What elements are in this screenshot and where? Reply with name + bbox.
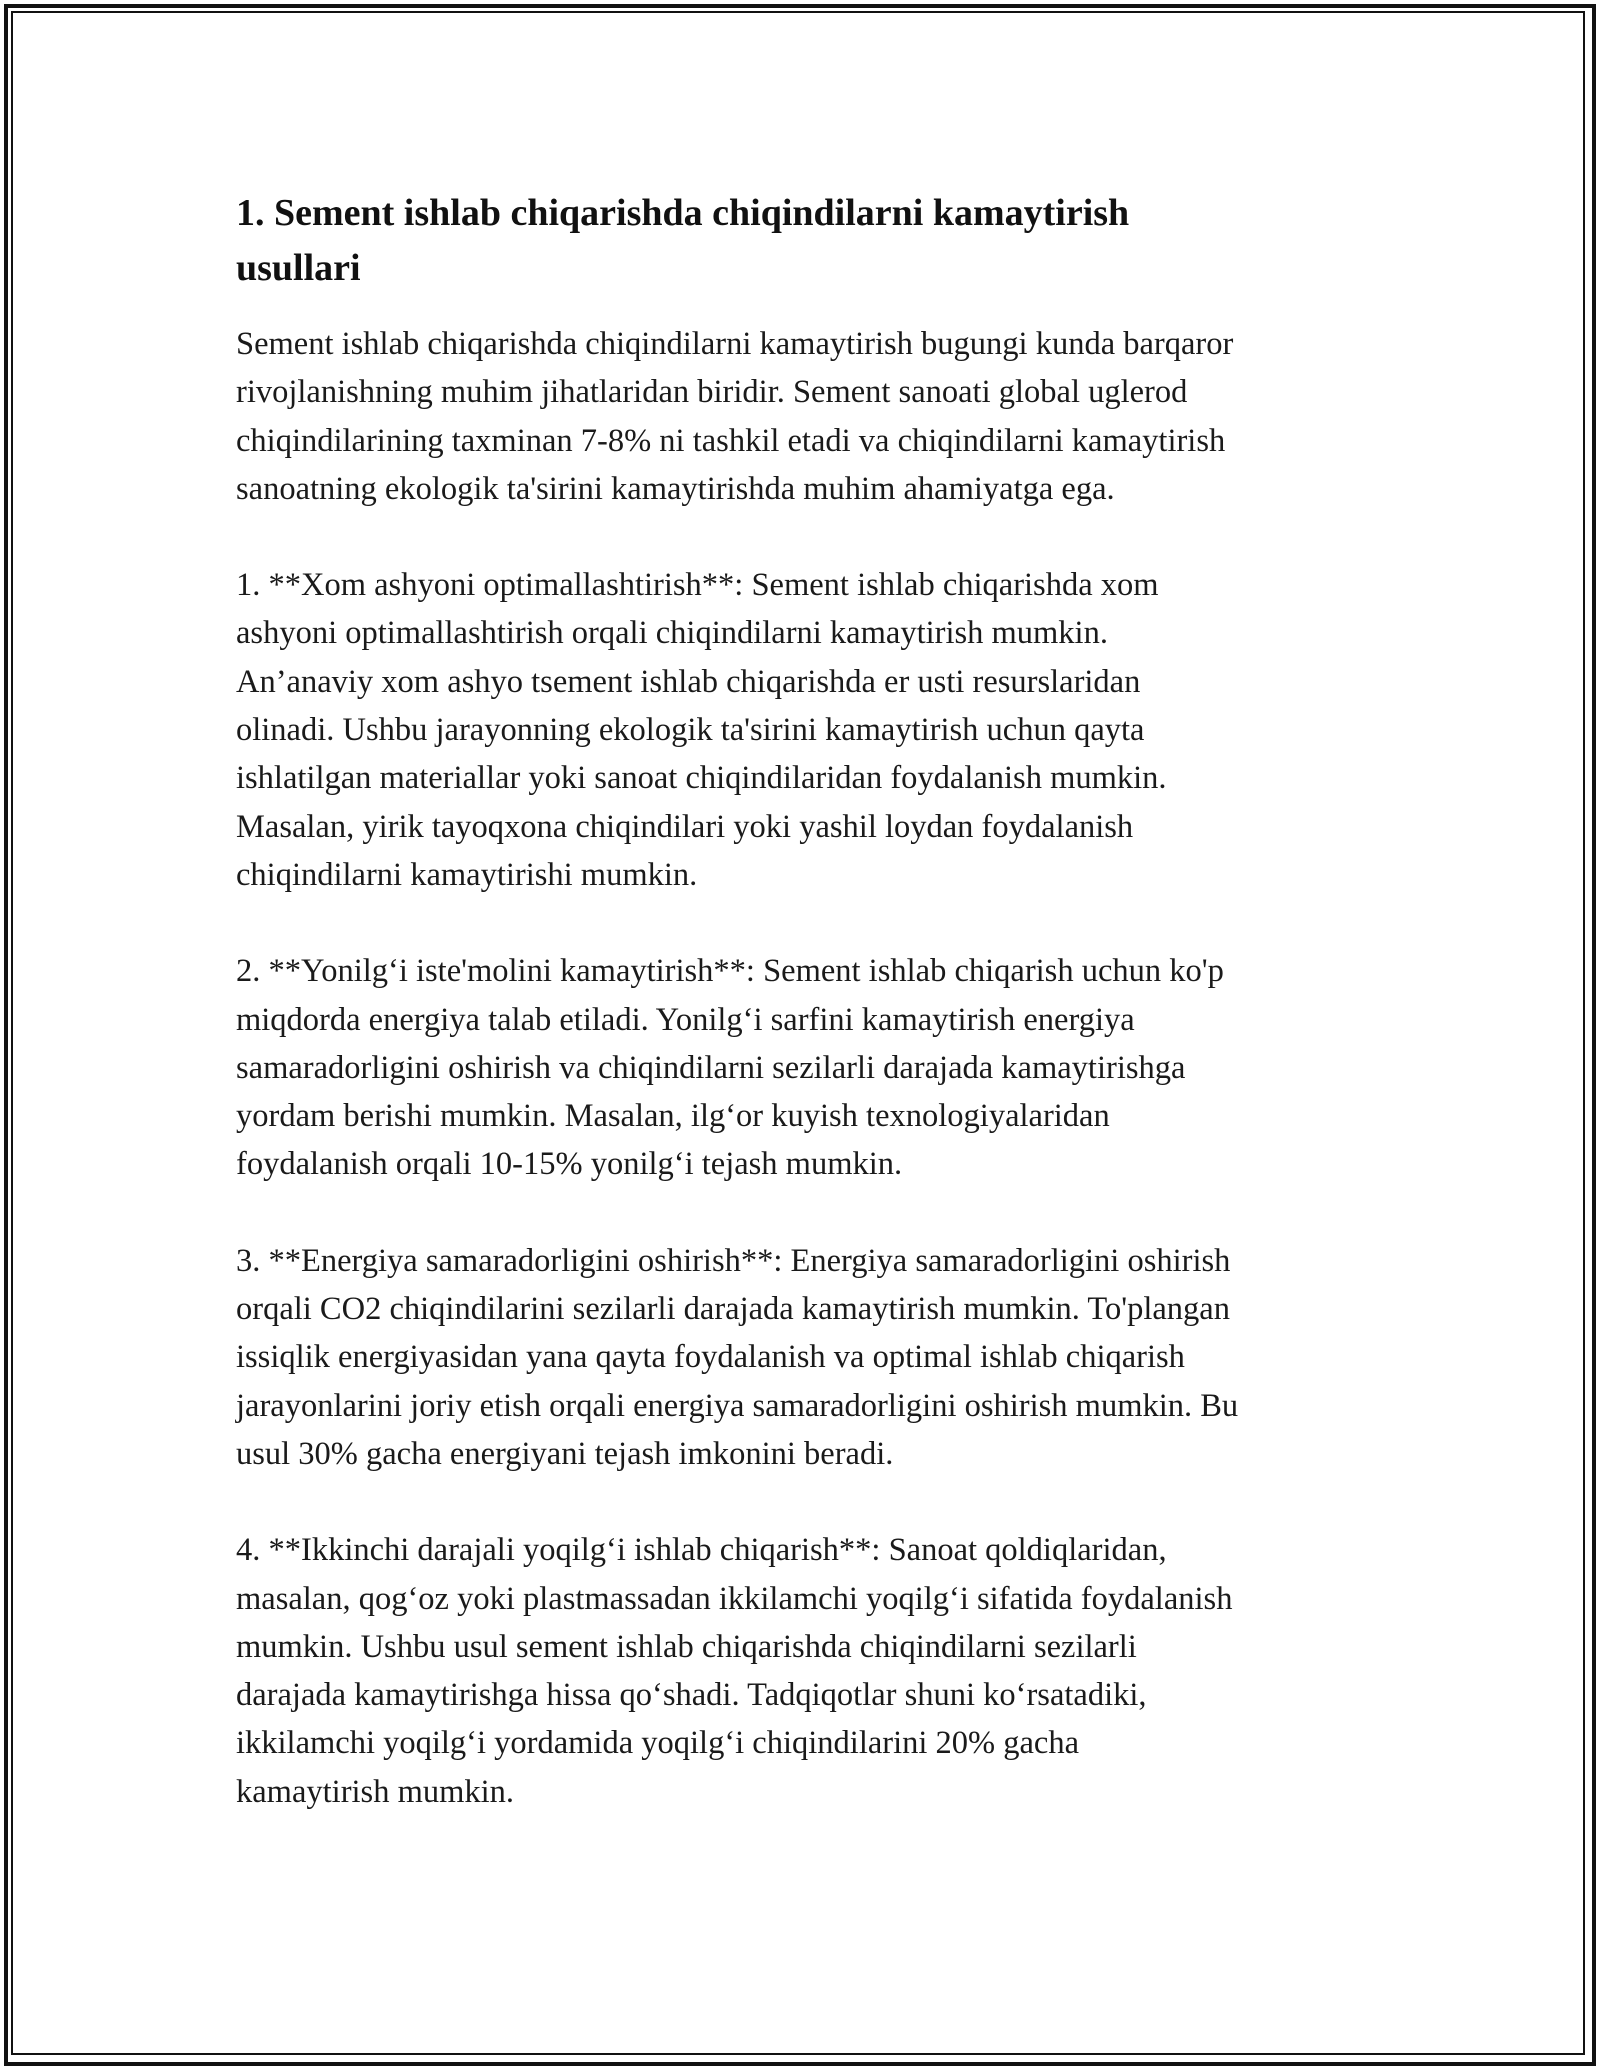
method-paragraph-2: 2. **Yonilg‘i iste'molini kamaytirish**: Sement ishlab chiqarish uchun ko'p miqdorda energiya talab etiladi. Yonilg‘i sarfini kamaytirish energiya samaradorligini oshirish va chiqindilarni sezilarli darajada kamaytirishga yordam berishi mumkin. Masalan, ilg‘or kuyish texnologiyalaridan foydalanish orqali 10-15% yonilg‘i tejash mumkin. — [236, 953, 1224, 1183]
method-paragraph-1: 1. **Xom ashyoni optimallashtirish**: Sement ishlab chiqarishda xom ashyoni optimallashtirish orqali chiqindilarni kamaytirish mumkin. An’anaviy xom ashyo tsement ishlab chiqarishda er usti resurslaridan olinadi. Ushbu jarayonning ekologik ta'sirini kamaytirish uchun qayta ishlatilgan materiallar yoki sanoat chiqindilaridan foydalanish mumkin. Masalan, yirik tayoqxona chiqindilari yoki yashil loydan foydalanish chiqindilarni kamaytirishi mumkin. — [236, 567, 1167, 893]
intro-paragraph: Sement ishlab chiqarishda chiqindilarni kamaytirish bugungi kunda barqaror rivojlanishning muhim jihatlaridan biridir. Sement sanoati global uglerod chiqindilarining taxminan 7-8% ni tashkil etadi va chiqindilarni kamaytirish sanoatning ekologik ta'sirini kamaytirishda muhim ahamiyatga ega. — [236, 326, 1234, 507]
document-body — [236, 186, 1386, 1864]
method-paragraph-4: 4. **Ikkinchi darajali yoqilg‘i ishlab chiqarish**: Sanoat qoldiqlaridan, masalan, qog‘oz yoki plastmassadan ikkilamchi yoqilg‘i sifatida foydalanish mumkin. Ushbu usul sement ishlab chiqarishda chiqindilarni sezilarli darajada kamaytirishga hissa qo‘shadi. Tadqiqotlar shuni ko‘rsatadiki, ikkilamchi yoqilg‘i yordamida yoqilg‘i chiqindilarini 20% gacha kamaytirish mumkin. — [236, 1532, 1233, 1810]
method-paragraph-3: 3. **Energiya samaradorligini oshirish**: Energiya samaradorligini oshirish orqali CO2 chiqindilarini sezilarli darajada kamaytirish mumkin. To'plangan issiqlik energiyasidan yana qayta foydalanish va optimal ishlab chiqarish jarayonlarini joriy etish orqali energiya samaradorligini oshirish mumkin. Bu usul 30% gacha energiyani tejash imkonini beradi. — [236, 1242, 1239, 1472]
document-title: 1. Sement ishlab chiqarishda chiqindilarni kamaytirish usullari — [236, 192, 1130, 289]
